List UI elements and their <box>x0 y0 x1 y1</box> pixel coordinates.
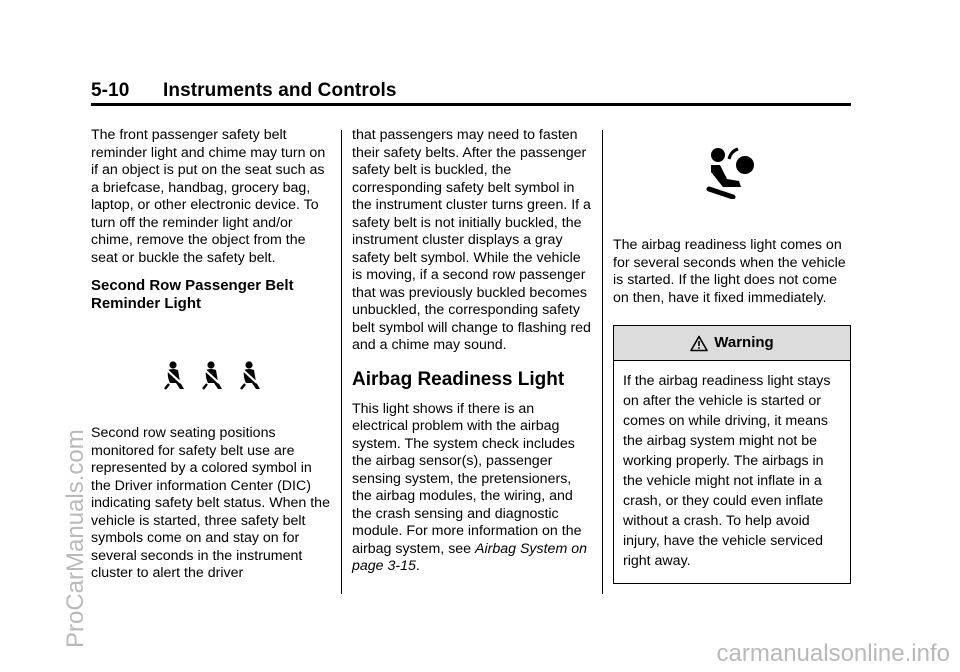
seatbelt-icon <box>159 361 191 391</box>
section-heading: Second Row Passenger Belt Reminder Light <box>91 277 294 312</box>
paragraph: The front passenger safety belt reminder light and chime may turn on if an object is put on the seat such as a briefcase, handbag, grocery bag, laptop, or other electronic device. To turn off the reminder light and/or chime, remove the object from the seat or buckle the safety belt. <box>91 127 326 266</box>
column-divider <box>602 130 603 594</box>
warning-text: If the airbag readiness light stays on after the vehicle is started or comes on while driving, it means the airbag system might not be working properly. The airbags in the vehicle might not inflate in a crash, or they could even inflate without a crash. To help avoid injury, have the vehicle serviced right away. <box>623 373 831 569</box>
warning-title: Warning <box>714 334 774 352</box>
airbag-symbol <box>613 145 851 199</box>
warning-header <box>614 326 850 361</box>
header-rule <box>91 103 851 106</box>
paragraph <box>352 401 594 576</box>
column-divider <box>341 130 342 594</box>
cross-reference: Airbag System on page 3-15 <box>352 540 587 574</box>
seatbelt-icon <box>235 361 267 391</box>
page-header <box>91 80 397 102</box>
section-heading: Airbag Readiness Light <box>352 368 565 390</box>
warning-box <box>613 325 851 584</box>
paragraph: The airbag readiness light comes on for several seconds when the vehicle is started. If the light does not come on then, have it fixed immediately. <box>613 237 846 306</box>
belt-symbols <box>91 361 334 391</box>
paragraph-end: . <box>415 558 420 574</box>
warning-icon <box>690 335 708 352</box>
airbag-icon <box>705 145 759 199</box>
column-right <box>613 145 851 584</box>
section-title: Instruments and Controls <box>163 80 397 101</box>
paragraph-text: This light shows if there is an electrical problem with the airbag system. The system check includes the airbag sensor(s), passenger sensing system, the pretensioners, the airbag modules, the wiring, and the crash sensing and diagnostic module. For more information on the airbag system, see <box>352 400 582 557</box>
paragraph: Second row seating positions monitored for safety belt use are represented by a colored symbol in the Driver information Center (DIC) indicating safety belt status. When the vehicle is started, three safety belt symbols come on and stay on for several seconds in the instrument cluster to alert the driver <box>91 425 330 581</box>
page-number: 5-10 <box>91 80 130 101</box>
seatbelt-icon <box>197 361 229 391</box>
column-left <box>91 127 334 583</box>
footer-watermark: carmanualsonline.info <box>716 640 950 667</box>
side-watermark: ProCarManuals.com <box>62 429 89 648</box>
paragraph: that passengers may need to fasten their safety belts. After the passenger safety belt is buckled, the corresponding safety belt symbol in the instrument cluster turns green. If a safety belt is not initially buckled, the instrument cluster displays a gray safety belt symbol. While the vehicle is moving, if a second row passenger that was previously buckled becomes unbuckled, the corresponding safety belt symbol will change to flashing red and a chime may sound. <box>352 127 591 353</box>
column-middle <box>352 127 594 576</box>
